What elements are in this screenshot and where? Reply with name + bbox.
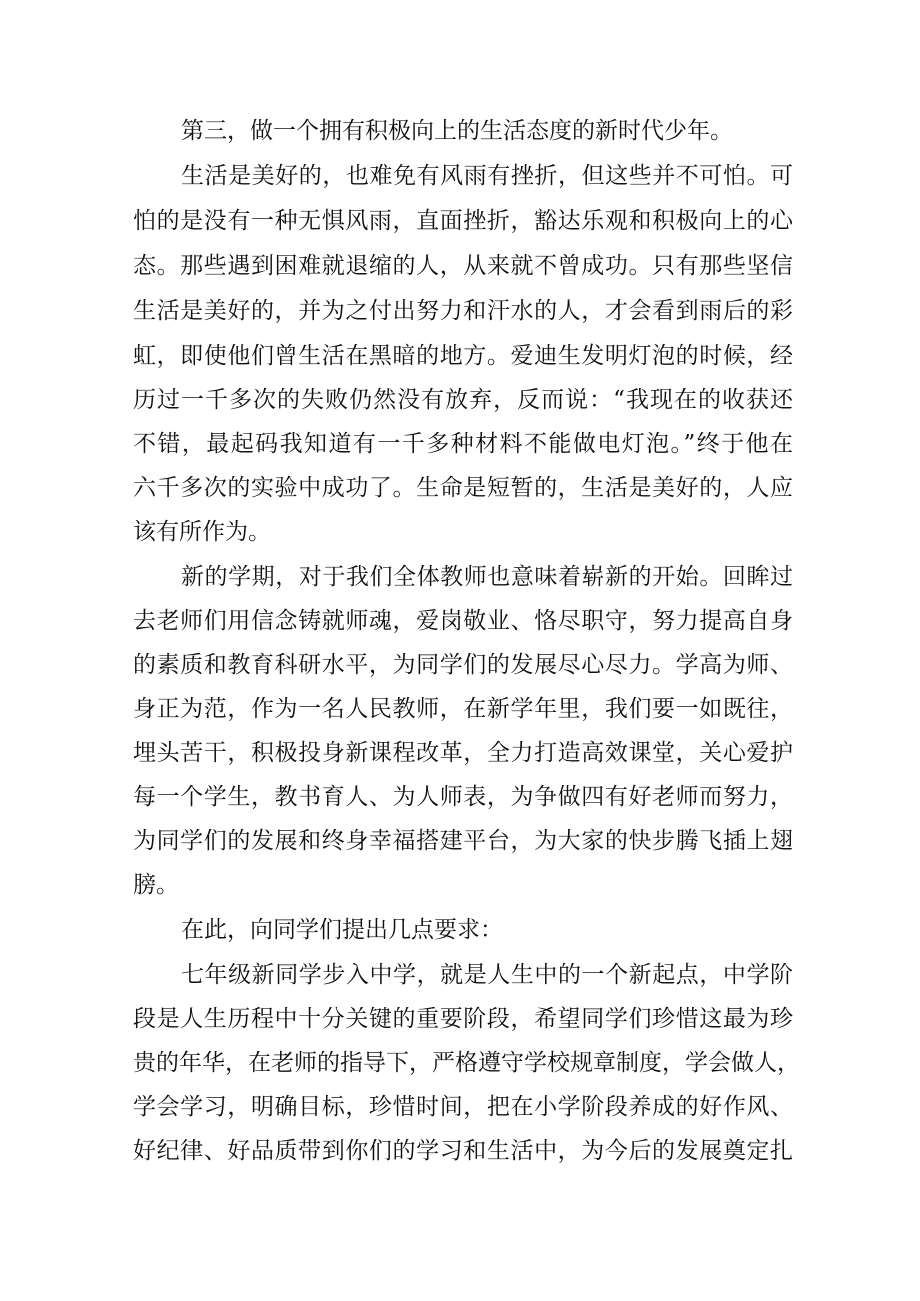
text-line: 历过一千多次的失败仍然没有放弃，反而说：“我现在的收获还: [133, 387, 793, 413]
text-line: 学会学习，明确目标，珍惜时间，把在小学阶段养成的好作风、: [133, 1094, 793, 1120]
text-line: 每一个学生，教书育人、为人师表，为争做四有好老师而努力，: [133, 784, 793, 810]
text-line: 不错，最起码我知道有一千多种材料不能做电灯泡。”终于他在: [133, 431, 793, 457]
text-line: 生活是美好的，也难免有风雨有挫折，但这些并不可怕。可: [181, 163, 793, 189]
text-line: 该有所作为。: [133, 519, 271, 545]
text-line: 新的学期，对于我们全体教师也意味着崭新的开始。回眸过: [181, 564, 793, 590]
text-line: 身正为范，作为一名人民教师，在新学年里，我们要一如既往，: [133, 696, 793, 722]
text-line: 的素质和教育科研水平，为同学们的发展尽心尽力。学高为师、: [133, 652, 793, 678]
text-line: 怕的是没有一种无惧风雨，直面挫折，豁达乐观和积极向上的心: [133, 208, 793, 234]
text-line: 态。那些遇到困难就退缩的人，从来就不曾成功。只有那些坚信: [133, 253, 793, 279]
text-line: 在此，向同学们提出几点要求：: [181, 917, 503, 943]
text-line: 生活是美好的，并为之付出努力和汗水的人，才会看到雨后的彩: [133, 298, 793, 324]
text-line: 去老师们用信念铸就师魂，爱岗敬业、恪尽职守，努力提高自身: [133, 608, 793, 634]
text-line: 好纪律、好品质带到你们的学习和生活中，为今后的发展奠定扎: [133, 1138, 793, 1164]
text-line: 第三，做一个拥有积极向上的生活态度的新时代少年。: [181, 118, 733, 144]
text-line: 膀。: [133, 872, 179, 898]
text-line: 贵的年华，在老师的指导下，严格遵守学校规章制度，学会做人，: [133, 1050, 800, 1076]
text-line: 虹，即使他们曾生活在黑暗的地方。爱迪生发明灯泡的时候，经: [133, 343, 793, 369]
text-line: 埋头苦干，积极投身新课程改革，全力打造高效课堂，关心爱护: [133, 740, 793, 766]
text-line: 七年级新同学步入中学，就是人生中的一个新起点，中学阶: [181, 962, 793, 988]
text-line: 六千多次的实验中成功了。生命是短暂的，生活是美好的，人应: [133, 475, 793, 501]
text-line: 为同学们的发展和终身幸福搭建平台，为大家的快步腾飞插上翅: [133, 828, 793, 854]
text-line: 段是人生历程中十分关键的重要阶段，希望同学们珍惜这最为珍: [133, 1006, 793, 1032]
